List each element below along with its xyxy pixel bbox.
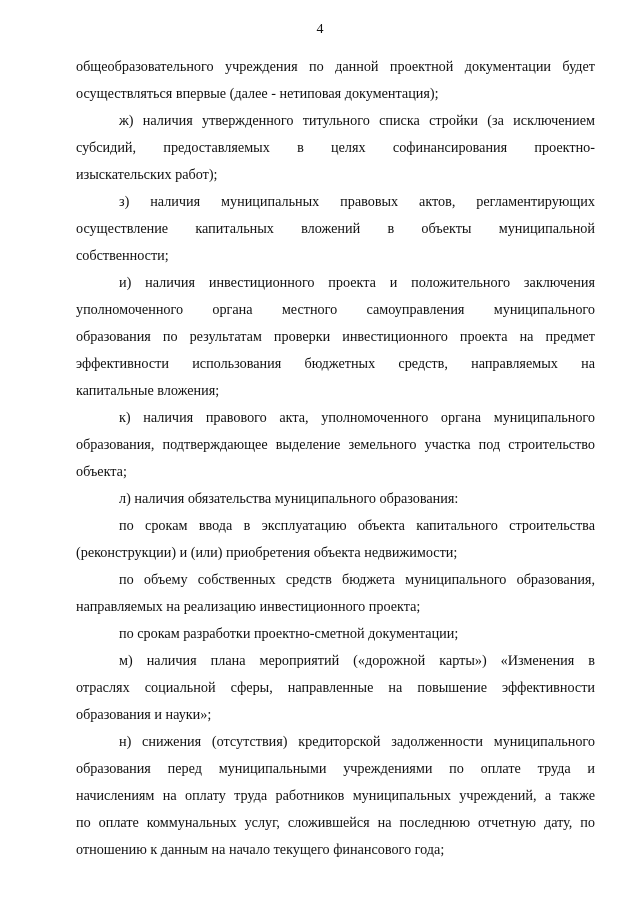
text-line: капитальные вложения;	[76, 383, 220, 399]
text-line: объекта;	[76, 464, 127, 480]
text-line: собственности;	[76, 248, 169, 264]
text-line: по срокам ввода в эксплуатацию объекта капитального строительства	[119, 518, 595, 534]
page-number: 4	[316, 22, 324, 37]
document-body	[76, 54, 595, 864]
paragraph	[76, 648, 595, 729]
text-line: м) наличия плана мероприятий («дорожной карты») «Изменения в	[119, 653, 595, 669]
text-line: (реконструкции) и (или) приобретения объекта недвижимости;	[76, 545, 458, 561]
text-line: к) наличия правового акта, уполномоченного органа муниципального	[119, 410, 595, 426]
paragraph	[76, 189, 595, 270]
text-line: уполномоченного органа местного самоуправления муниципального	[76, 302, 595, 318]
text-line: осуществление капитальных вложений в объекты муниципальной	[76, 221, 595, 237]
text-line: н) снижения (отсутствия) кредиторской задолженности муниципального	[119, 734, 595, 750]
text-line: ж) наличия утвержденного титульного списка стройки (за исключением	[119, 113, 595, 129]
paragraph	[76, 54, 595, 108]
text-line: образования перед муниципальными учреждениями по оплате труда и	[76, 761, 595, 777]
text-line: направляемых на реализацию инвестиционного проекта;	[76, 599, 421, 615]
text-line: образования, подтверждающее выделение земельного участка под строительство	[76, 437, 595, 453]
text-line: з) наличия муниципальных правовых актов, регламентирующих	[119, 194, 595, 210]
paragraph	[76, 729, 595, 864]
paragraph	[76, 270, 595, 405]
paragraph	[76, 405, 595, 486]
text-line: по объему собственных средств бюджета муниципального образования,	[119, 572, 595, 588]
paragraph	[76, 621, 595, 648]
text-line: изыскательских работ);	[76, 167, 218, 183]
text-line: по оплате коммунальных услуг, сложившейся на последнюю отчетную дату, по	[76, 815, 595, 831]
text-line: субсидий, предоставляемых в целях софинансирования проектно-	[76, 140, 595, 156]
paragraph	[76, 108, 595, 189]
text-line: образования и науки»;	[76, 707, 212, 723]
text-line: начислениям на оплату труда работников муниципальных учреждений, а также	[76, 788, 595, 804]
text-line: л) наличия обязательства муниципального образования:	[119, 491, 459, 507]
paragraph	[76, 513, 595, 567]
text-line: образования по результатам проверки инвестиционного проекта на предмет	[76, 329, 595, 345]
text-line: осуществляться впервые (далее - нетиповая документация);	[76, 86, 439, 102]
text-line: общеобразовательного учреждения по данной проектной документации будет	[76, 59, 595, 75]
text-line: отношению к данным на начало текущего финансового года;	[76, 842, 445, 858]
paragraph	[76, 567, 595, 621]
paragraph	[76, 486, 595, 513]
text-line: отраслях социальной сферы, направленные на повышение эффективности	[76, 680, 595, 696]
text-line: по срокам разработки проектно-сметной документации;	[119, 626, 459, 642]
text-line: и) наличия инвестиционного проекта и положительного заключения	[119, 275, 595, 291]
text-line: эффективности использования бюджетных средств, направляемых на	[76, 356, 595, 372]
